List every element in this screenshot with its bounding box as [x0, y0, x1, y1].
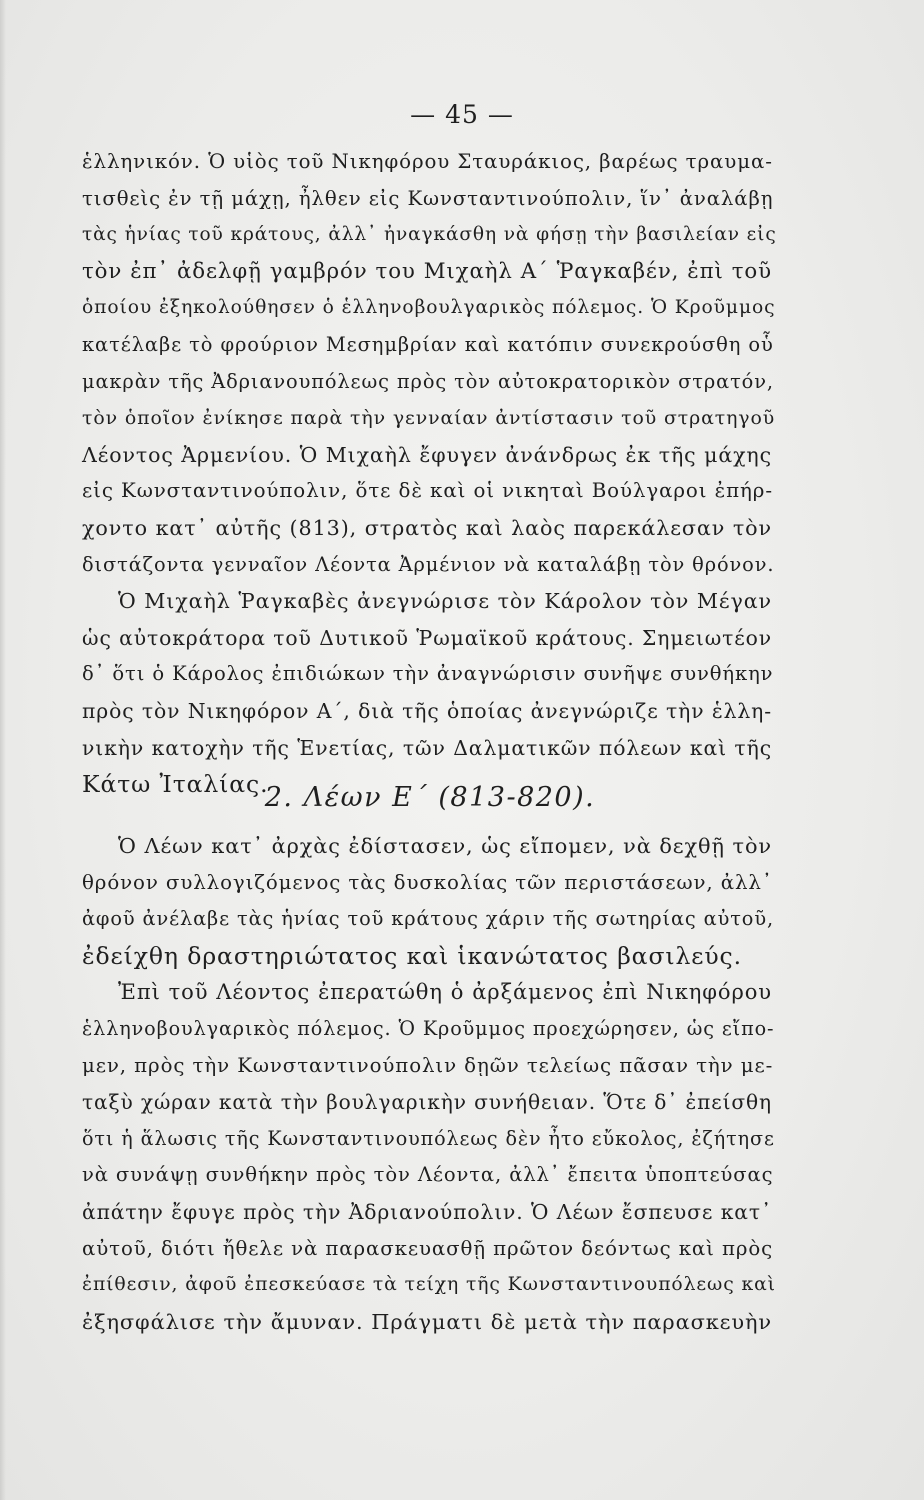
section-heading: 2. Λέων Ε´ (813-820). [264, 782, 596, 813]
text-line: κατέλαβε τὸ φρούριον Μεσημβρίαν καὶ κατόπιν συνεκρούσθη οὗ [82, 332, 774, 356]
text-line: Ὁ Λέων κατ᾽ ἀρχὰς ἐδίστασεν, ὡς εἴπομεν, νὰ δεχθῇ τὸν [118, 834, 772, 858]
text-line: χοντο κατ᾽ αὐτῆς (813), στρατὸς καὶ λαὸς παρεκάλεσαν τὸν [82, 515, 772, 540]
section-1-text [82, 144, 777, 803]
text-line: θρόνον συλλογιζόμενος τὰς δυσκολίας τῶν περιστάσεων, ἀλλ᾽ [82, 870, 773, 894]
text-line: ἐξησφάλισε τὴν ἄμυναν. Πράγματι δὲ μετὰ τὴν παρασκευὴν [82, 1309, 772, 1334]
text-line: Ἐπὶ τοῦ Λέοντος ἐπερατώθη ὁ ἀρξάμενος ἐπὶ Νικηφόρου [118, 979, 772, 1005]
text-line: ταξὺ χώραν κατὰ τὴν βουλγαρικὴν συνήθειαν. Ὅτε δ᾽ ἐπείσθη [82, 1090, 772, 1115]
text-line: ὅτι ἡ ἅλωσις τῆς Κωνσταντινουπόλεως δὲν ἦτο εὔκολος, ἐζήτησε [82, 1126, 775, 1150]
text-line: νὰ συνάψῃ συνθήκην πρὸς τὸν Λέοντα, ἀλλ᾽ ἔπειτα ὑποπτεύσας [82, 1163, 774, 1187]
text-line: μεν, πρὸς τὴν Κωνσταντινούπολιν δῃῶν τελείως πᾶσαν τὴν με- [82, 1053, 774, 1077]
text-line: τισθεὶς ἐν τῇ μάχῃ, ἦλθεν εἰς Κωνσταντινούπολιν, ἵν᾽ ἀναλάβῃ [82, 186, 774, 210]
text-line: Λέοντος Ἀρμενίου. Ὁ Μιχαὴλ ἔφυγεν ἀνάνδρως ἐκ τῆς μάχης [82, 442, 772, 467]
text-line: τὰς ἡνίας τοῦ κράτους, ἀλλ᾽ ἠναγκάσθη νὰ φήσῃ τὴν βασιλείαν εἰς [82, 224, 777, 246]
section-2-text [82, 828, 776, 1340]
text-line: ἐδείχθη δραστηριώτατος καὶ ἱκανώτατος βασιλεύς. [82, 941, 742, 970]
text-line: τὸν ἐπ᾽ ἀδελφῇ γαμβρόν του Μιχαὴλ Α´ Ῥαγκαβέν, ἐπὶ τοῦ [82, 258, 772, 284]
page-number: — 45 — [410, 100, 514, 129]
text-line: πρὸς τὸν Νικηφόρον Α´, διὰ τῆς ὁποίας ἀνεγνώριζε τὴν ἑλλη- [82, 698, 772, 723]
text-line: ἑλληνοβουλγαρικὸς πόλεμος. Ὁ Κροῦμμος προεχώρησεν, ὡς εἴπο- [82, 1016, 775, 1040]
text-line: Ὁ Μιχαὴλ Ῥαγκαβὲς ἀνεγνώρισε τὸν Κάρολον τὸν Μέγαν [118, 589, 772, 614]
text-line: τὸν ὁποῖον ἐνίκησε παρὰ τὴν γενναίαν ἀντίστασιν τοῦ στρατηγοῦ [82, 407, 776, 430]
text-line: νικὴν κατοχὴν τῆς Ἑνετίας, τῶν Δαλματικῶν πόλεων καὶ τῆς [82, 735, 772, 760]
text-line: ἀφοῦ ἀνέλαβε τὰς ἡνίας τοῦ κράτους χάριν τῆς σωτηρίας αὐτοῦ, [82, 907, 774, 931]
text-line: μακρὰν τῆς Ἀδριανουπόλεως πρὸς τὸν αὐτοκρατορικὸν στρατόν, [82, 369, 774, 393]
page-edge-shadow [0, 0, 6, 1500]
text-line: ἑλληνικόν. Ὁ υἱὸς τοῦ Νικηφόρου Σταυράκιος, βαρέως τραυμα- [82, 150, 773, 173]
text-line: εἰς Κωνσταντινούπολιν, ὅτε δὲ καὶ οἱ νικηταὶ Βούλγαροι ἐπήρ- [82, 479, 773, 503]
text-line: ἐπίθεσιν, ἀφοῦ ἐπεσκεύασε τὰ τείχη τῆς Κωνσταντινουπόλεως καὶ [82, 1274, 776, 1296]
text-line: ὡς αὐτοκράτορα τοῦ Δυτικοῦ Ῥωμαϊκοῦ κράτους. Σημειωτέον [82, 625, 772, 650]
text-line: ἀπάτην ἔφυγε πρὸς τὴν Ἀδριανούπολιν. Ὁ Λέων ἔσπευσε κατ᾽ [82, 1199, 772, 1224]
text-line: δ᾽ ὅτι ὁ Κάρολος ἐπιδιώκων τὴν ἀναγνώρισιν συνῆψε συνθήκην [82, 662, 774, 686]
text-line: Κάτω Ἰταλίας. [82, 770, 269, 799]
text-line: διστάζοντα γενναῖον Λέοντα Ἀρμένιον νὰ καταλάβῃ τὸν θρόνον. [82, 552, 775, 576]
text-line: αὐτοῦ, διότι ἤθελε νὰ παρασκευασθῇ πρῶτον δεόντως καὶ πρὸς [82, 1236, 774, 1260]
text-line: ὁποίου ἐξηκολούθησεν ὁ ἑλληνοβουλγαρικὸς πόλεμος. Ὁ Κροῦμμος [82, 297, 776, 319]
